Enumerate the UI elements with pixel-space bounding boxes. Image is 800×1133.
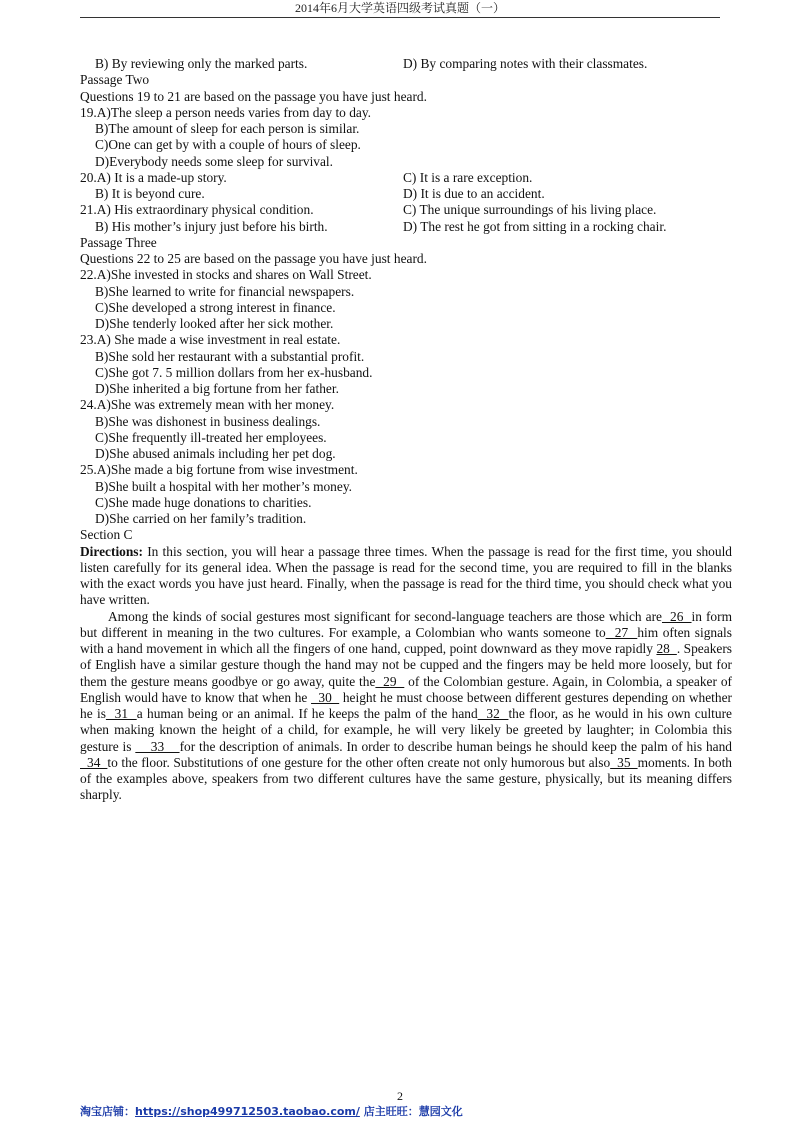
q20-option-c: C) It is a rare exception. [403, 169, 533, 185]
passage-three-title: Passage Three [80, 234, 157, 250]
passage-segment: of the Colombian gesture. Again, in Colombia, a speaker of English would have to know that when he [80, 673, 732, 705]
blank-28: 28 [656, 641, 677, 656]
blank-31: 31 [105, 706, 137, 721]
q21-option-b: B) His mother’s injury just before his birth. [95, 218, 328, 234]
section-c-title: Section C [80, 527, 133, 543]
dictation-passage [80, 609, 732, 804]
q19-option-c: C)One can get by with a couple of hours of sleep. [95, 137, 361, 153]
q21-row-2 [80, 219, 732, 235]
q22-option-b: B)She learned to write for financial newspapers. [95, 283, 355, 299]
passage-segment: in form but different in meaning in the two cultures. For example, a Colombian who wants someone to [80, 608, 732, 640]
q20-option-b: B) It is beyond cure. [95, 186, 205, 201]
footer-suffix: 店主旺旺：慧园文化 [359, 1105, 463, 1118]
q25-option-c: C)She made huge donations to charities. [95, 494, 312, 510]
passage-segment: . Speakers of English have a similar gesture though the hand may not be cupped and the fingers may be held more loosely, but for them the gesture means goodbye or go away, quite the [80, 641, 733, 689]
blank-29: 29 [375, 673, 405, 689]
q20-option-d: D) It is due to an accident. [403, 186, 545, 201]
blank-26: 26 [661, 608, 692, 624]
q18-option-b: B) By reviewing only the marked parts. [95, 56, 308, 71]
passage-segment: him often signals with a hand movement in which all the fingers of one hand, cupped, point downward as they move rapidly [80, 624, 732, 656]
passage-three-intro: Questions 22 to 25 are based on the passage you have just heard. [80, 251, 427, 266]
blank-33: 33 [135, 738, 180, 754]
q23-option-c: C)She got 7. 5 million dollars from her ex-husband. [95, 364, 373, 380]
q22-option-c: C)She developed a strong interest in finance. [95, 299, 336, 315]
blank-35: 35 [610, 754, 638, 770]
passage-two-intro: Questions 19 to 21 are based on the passage you have just heard. [80, 88, 427, 104]
q20-row-2 [80, 186, 732, 202]
q25-option-a: 25.A)She made a big fortune from wise investment. [80, 462, 358, 478]
passage-segment: for the description of animals. In order to describe human beings he should keep the palm of his hand [179, 738, 732, 754]
shop-link[interactable]: https://shop499712503.taobao.com/ [135, 1105, 360, 1118]
q18-option-d: D) By comparing notes with their classmates. [403, 56, 648, 71]
directions-text: In this section, you will hear a passage three times. When the passage is read for the first time, you should listen carefully for its general idea. When the passage is read for the second time, you are required to fill in the blanks with the exact words you have just heard. Finally, when the passage is read for the third time, you should check what you have written. [80, 543, 732, 608]
directions-label: Directions: [80, 543, 143, 559]
passage-segment: height he must choose between different gestures depending on whether he is [80, 689, 732, 721]
q21-option-c: C) The unique surroundings of his living place. [403, 202, 657, 218]
q25-option-d: D)She carried on her family’s tradition. [95, 511, 307, 526]
q25-option-b: B)She built a hospital with her mother’s money. [95, 478, 352, 494]
q19-option-a: 19.A)The sleep a person needs varies from day to day. [80, 104, 372, 120]
passage-segment: Among the kinds of social gestures most significant for second-language teachers are those which are [108, 608, 662, 624]
footer [80, 1103, 463, 1119]
q20-option-a: 20.A) It is a made-up story. [80, 169, 227, 185]
passage-segment: to the floor. Substitutions of one gesture for the other often create not only humorous but also [107, 754, 611, 770]
section-c-directions [80, 544, 732, 609]
q20-row-1 [80, 170, 732, 186]
blank-34: 34 [80, 754, 108, 770]
q23-option-b: B)She sold her restaurant with a substantial profit. [95, 348, 365, 364]
passage-segment: moments. In both of the examples above, speakers from two different cultures have the same gesture, physically, but its meaning differs sharply. [80, 754, 732, 803]
q19-option-d: D)Everybody needs some sleep for survival. [95, 153, 333, 169]
blank-30: 30 [311, 689, 340, 705]
q21-row-1 [80, 202, 732, 218]
blank-27: 27 [605, 624, 638, 640]
q23-option-d: D)She inherited a big fortune from her father. [95, 381, 339, 396]
page-header: 2014年6月大学英语四级考试真题（一） [80, 0, 720, 18]
q19-option-b: B)The amount of sleep for each person is similar. [95, 121, 360, 136]
q23-option-a: 23.A) She made a wise investment in real estate. [80, 332, 341, 348]
q21-option-d: D) The rest he got from sitting in a rocking chair. [403, 218, 667, 234]
passage-segment: the floor, as he would in his own culture when making known the height of a child, for example, he will very likely be greeted by laughter; in Colombia this gesture is [80, 706, 732, 754]
exam-content [80, 56, 732, 804]
q24-option-a: 24.A)She was extremely mean with her money. [80, 397, 335, 413]
passage-two-title: Passage Two [80, 72, 150, 88]
q24-option-d: D)She abused animals including her pet dog. [95, 446, 336, 461]
q21-option-a: 21.A) His extraordinary physical condition. [80, 202, 314, 218]
footer-label: 淘宝店铺： [80, 1105, 135, 1118]
q18-options-row [80, 56, 732, 72]
q24-option-c: C)She frequently ill-treated her employees. [95, 429, 327, 445]
q22-option-a: 22.A)She invested in stocks and shares on Wall Street. [80, 267, 372, 283]
passage-segment: a human being or an animal. If he keeps the palm of the hand [136, 706, 478, 721]
q24-option-b: B)She was dishonest in business dealings. [95, 413, 321, 429]
blank-32: 32 [477, 706, 509, 721]
q22-option-d: D)She tenderly looked after her sick mother. [95, 316, 334, 331]
page-number: 2 [397, 1089, 403, 1103]
